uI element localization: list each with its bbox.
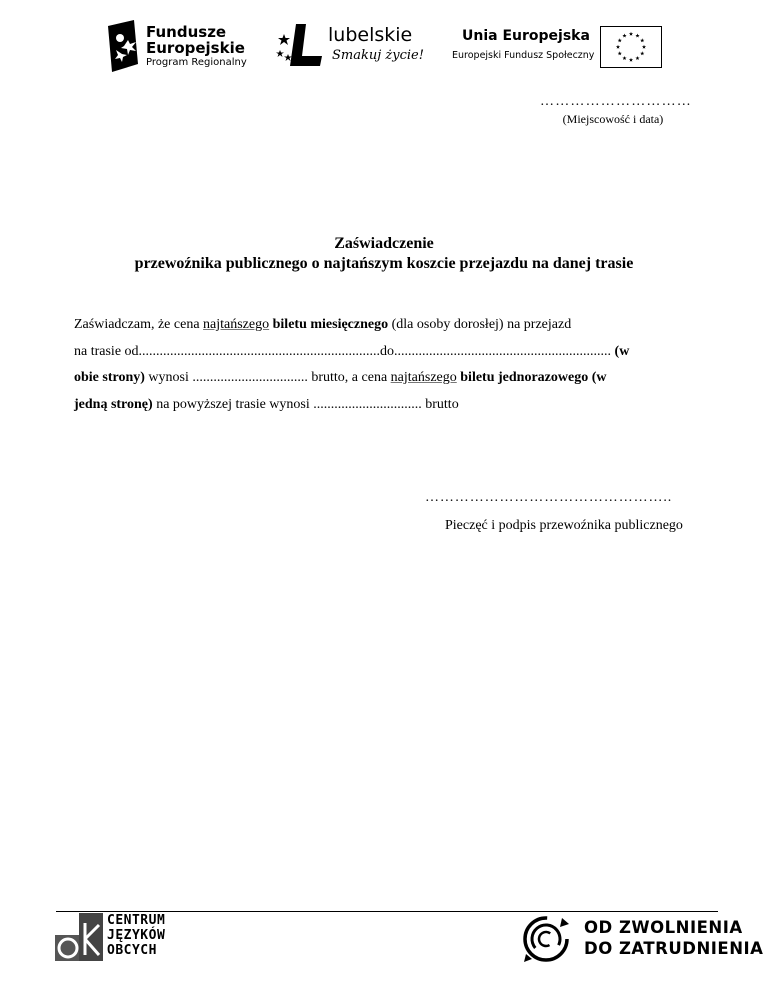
ue-line1: Unia Europejska <box>462 28 590 44</box>
oz-line1: OD ZWOLNIENIA <box>584 918 743 937</box>
ck-emblem-icon <box>55 913 103 961</box>
signature-dots: ………………………………………….. <box>425 490 673 505</box>
body-underlined: najtańszego <box>390 370 457 385</box>
unia-europejska-logo <box>452 26 662 70</box>
route-fields: na trasie od.....................................................................do.............................................................. <box>74 344 615 359</box>
body-line-4 <box>74 396 459 414</box>
cjo-line1: CENTRUM <box>107 913 166 928</box>
ue-line2: Europejski Fundusz Społeczny <box>452 50 595 61</box>
body-text: (dla osoby dorosłej) na przejazd <box>388 317 572 332</box>
place-date-label: (Miejscowość i data) <box>562 112 664 126</box>
price-fields: wynosi ................................. brutto, a cena <box>144 370 391 385</box>
lubelskie-logo <box>276 22 426 72</box>
body-bold: biletu jednorazowego (w <box>460 370 607 385</box>
cjo-line3: OBCYCH <box>107 943 157 958</box>
fundusze-stars-icon <box>104 20 138 72</box>
document-subtitle: przewoźnika publicznego o najtańszym koszcie przejazdu na danej trasie <box>134 255 634 272</box>
fundusze-line2: Europejskie <box>146 39 245 57</box>
signature-label: Pieczęć i podpis przewoźnika publicznego <box>445 518 683 533</box>
fundusze-line1: Fundusze <box>146 23 227 41</box>
cjo-line2: JĘZYKÓW <box>107 928 166 943</box>
body-line-2 <box>74 343 629 361</box>
lubelskie-name: lubelskie <box>328 24 413 46</box>
body-bold: jedną stronę) <box>74 397 153 412</box>
fundusze-europejskie-logo <box>104 20 247 72</box>
oz-line2: DO ZATRUDNIENIA <box>584 939 764 958</box>
body-bold: biletu miesięcznego <box>272 317 389 332</box>
lubelskie-slogan: Smakuj życie! <box>332 48 424 63</box>
eu-flag-icon <box>600 26 662 68</box>
cjo-text <box>107 913 165 958</box>
centrum-jezykow-obcych-logo <box>55 913 175 963</box>
place-date-dots: ………………………… <box>540 94 692 109</box>
footer-divider <box>56 911 718 912</box>
body-text: Zaświadczam, że cena <box>74 317 204 332</box>
oz-text <box>584 917 763 959</box>
body-line-3 <box>74 369 606 387</box>
lubelskie-l-icon <box>276 24 324 68</box>
body-bold: (w <box>614 344 630 359</box>
circular-arrows-icon <box>520 914 572 964</box>
document-title: Zaświadczenie <box>334 235 434 252</box>
fundusze-line3: Program Regionalny <box>146 57 247 68</box>
price-field: na powyższej trasie wynosi ............................... brutto <box>152 397 459 412</box>
body-underlined: najtańszego <box>203 317 270 332</box>
body-line-1 <box>74 316 571 334</box>
od-zwolnienia-logo <box>520 914 764 964</box>
body-bold: obie strony) <box>74 370 145 385</box>
